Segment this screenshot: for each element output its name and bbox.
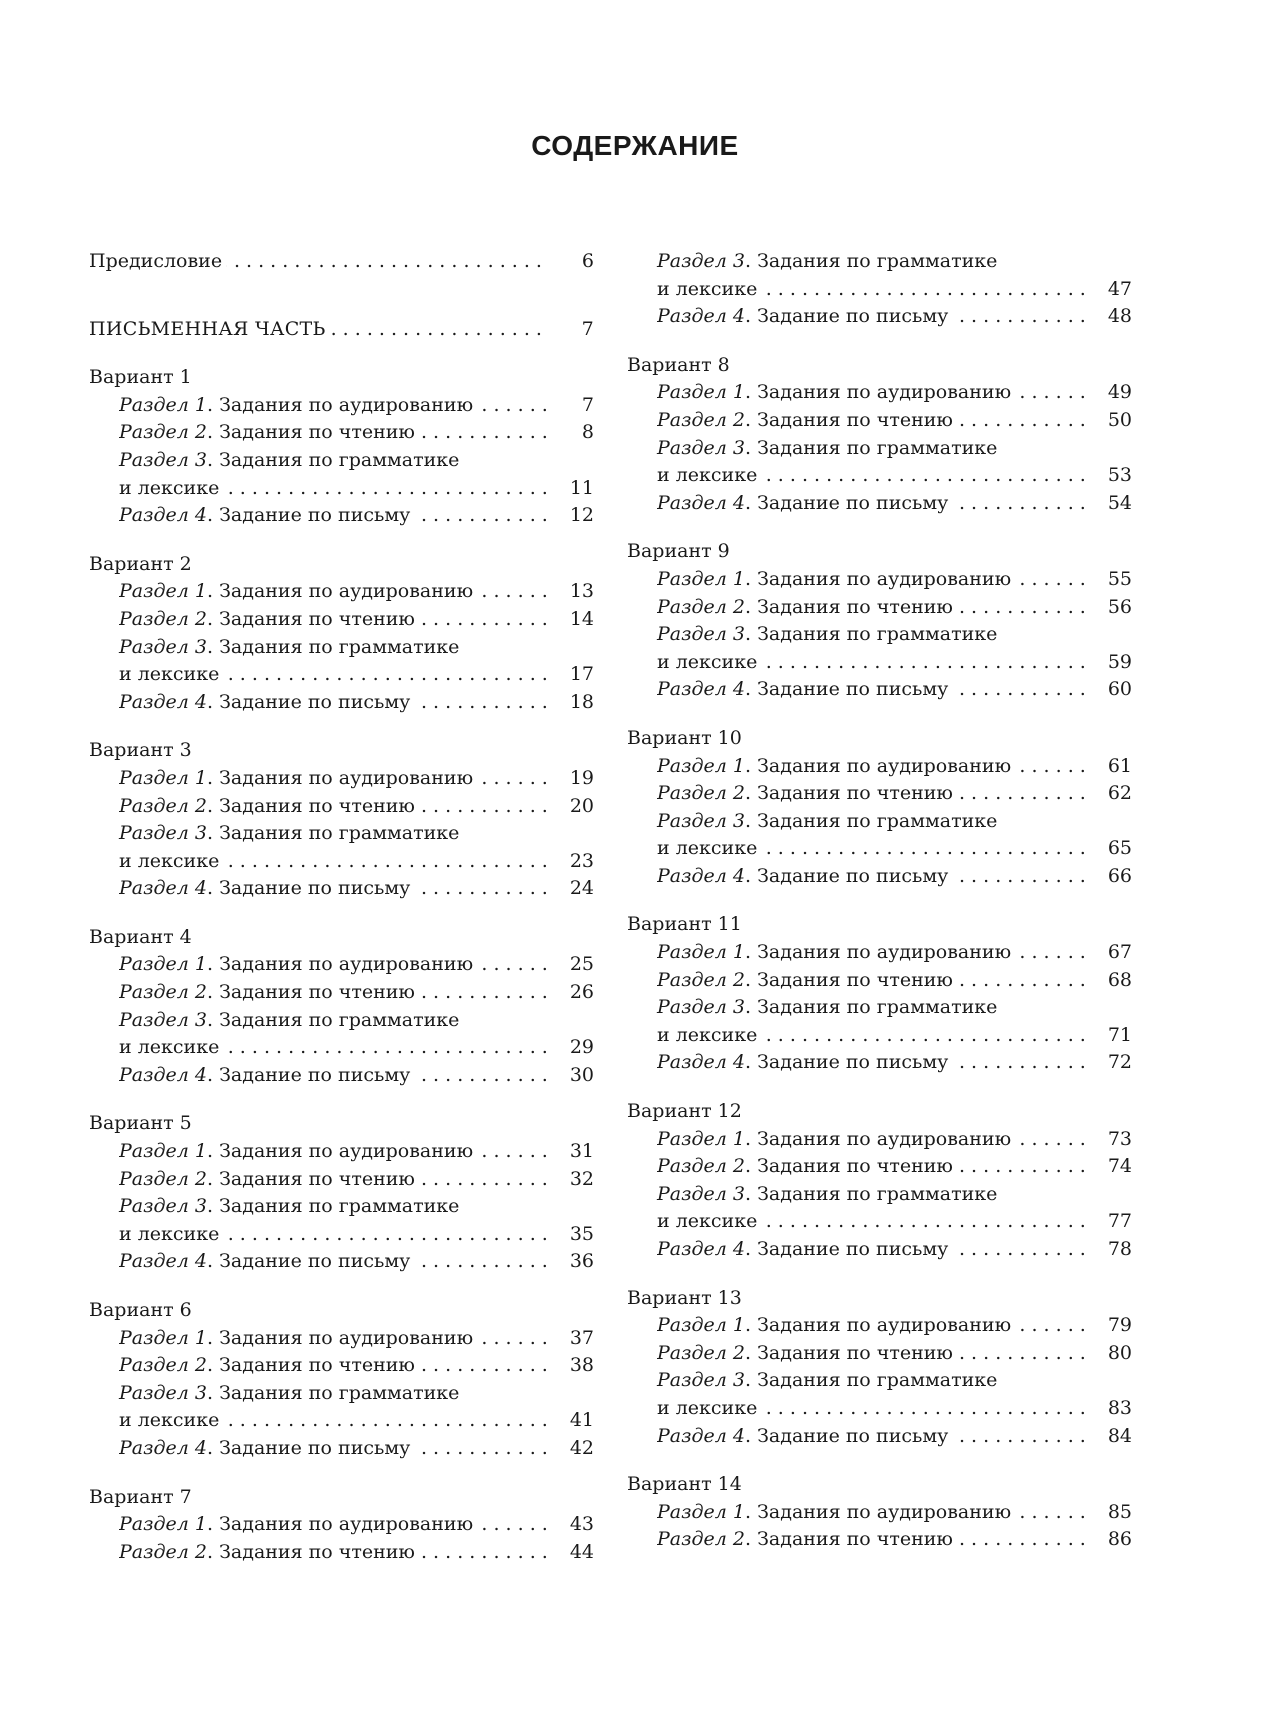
toc-page-number: 17 bbox=[548, 661, 594, 689]
toc-page-number: 80 bbox=[1086, 1340, 1132, 1368]
toc-page-number: 62 bbox=[1086, 780, 1132, 808]
toc-entry-section-2[interactable]: Раздел 2. Задания по чтению . . . 62 bbox=[627, 780, 1132, 808]
toc-page-number: 53 bbox=[1086, 462, 1132, 490]
toc-entry-section-2[interactable]: Раздел 2. Задания по чтению . . . 44 bbox=[89, 1539, 594, 1567]
toc-entry-section-3-cont[interactable]: и лексике . . . 11 bbox=[89, 475, 594, 503]
toc-page-number: 25 bbox=[548, 951, 594, 979]
toc-entry-section-1[interactable]: Раздел 1. Задания по аудированию . . . 31 bbox=[89, 1138, 594, 1166]
toc-entry-section-2[interactable]: Раздел 2. Задания по чтению . . . 20 bbox=[89, 793, 594, 821]
variant-heading: Вариант 10 bbox=[627, 726, 742, 749]
toc-page-number: 48 bbox=[1086, 303, 1132, 331]
toc-entry-section-3[interactable]: Раздел 3. Задания по грамматике bbox=[657, 436, 998, 459]
toc-page-number: 8 bbox=[548, 419, 594, 447]
toc-page-number: 50 bbox=[1086, 407, 1132, 435]
variant-heading: Вариант 2 bbox=[89, 552, 192, 575]
variant-heading: Вариант 7 bbox=[89, 1485, 192, 1508]
toc-page-number: 84 bbox=[1086, 1423, 1132, 1451]
toc-page-number: 30 bbox=[548, 1062, 594, 1090]
toc-page-number: 12 bbox=[548, 502, 594, 530]
toc-entry-section-1[interactable]: Раздел 1. Задания по аудированию . . . 73 bbox=[627, 1126, 1132, 1154]
toc-entry-section-3[interactable]: Раздел 3. Задания по грамматике bbox=[119, 448, 460, 471]
toc-page-number: 7 bbox=[548, 316, 594, 344]
toc-entry-section-3-cont[interactable]: и лексике . . . 83 bbox=[627, 1395, 1132, 1423]
toc-entry-section-1[interactable]: Раздел 1. Задания по аудированию . . . 85 bbox=[627, 1499, 1132, 1527]
toc-entry-section-3[interactable]: Раздел 3. Задания по грамматике bbox=[119, 635, 460, 658]
page-title: СОДЕРЖАНИЕ bbox=[531, 130, 739, 161]
toc-page-number: 71 bbox=[1086, 1022, 1132, 1050]
variant-heading: Вариант 13 bbox=[627, 1286, 742, 1309]
toc-page-number: 72 bbox=[1086, 1049, 1132, 1077]
toc-page-number: 54 bbox=[1086, 490, 1132, 518]
toc-entry-written-part[interactable] bbox=[89, 316, 594, 344]
toc-entry-section-3-cont[interactable]: и лексике . . . 53 bbox=[627, 462, 1132, 490]
toc-entry-section-4[interactable]: Раздел 4. Задание по письму . . . 24 bbox=[89, 875, 594, 903]
toc-entry-section-2[interactable]: Раздел 2. Задания по чтению . . . 8 bbox=[89, 419, 594, 447]
toc-entry-section-4[interactable]: Раздел 4. Задание по письму . . . 60 bbox=[627, 676, 1132, 704]
toc-entry-section-3-cont[interactable]: и лексике . . . 23 bbox=[89, 848, 594, 876]
variant-heading: Вариант 3 bbox=[89, 739, 192, 762]
toc-page-number: 24 bbox=[548, 875, 594, 903]
toc-page-number: 18 bbox=[548, 689, 594, 717]
toc-entry-section-1[interactable]: Раздел 1. Задания по аудированию . . . 43 bbox=[89, 1511, 594, 1539]
toc-entry-section-3[interactable]: Раздел 3. Задания по грамматике bbox=[657, 623, 998, 646]
toc-page-number: 41 bbox=[548, 1407, 594, 1435]
variant-heading: Вариант 5 bbox=[89, 1112, 192, 1135]
toc-entry-section-1[interactable]: Раздел 1. Задания по аудированию . . . 55 bbox=[627, 566, 1132, 594]
toc-page-number: 85 bbox=[1086, 1499, 1132, 1527]
toc-page-number: 13 bbox=[548, 578, 594, 606]
toc-page-number: 37 bbox=[548, 1325, 594, 1353]
variant-heading: Вариант 12 bbox=[627, 1100, 742, 1123]
toc-entry-section-2[interactable]: Раздел 2. Задания по чтению . . . 74 bbox=[627, 1153, 1132, 1181]
toc-page-number: 6 bbox=[548, 248, 594, 276]
toc-entry-section-1[interactable]: Раздел 1. Задания по аудированию . . . 49 bbox=[627, 379, 1132, 407]
toc-entry-section-3-cont[interactable]: и лексике . . . 41 bbox=[89, 1407, 594, 1435]
toc-entry-section-3[interactable]: Раздел 3. Задания по грамматике bbox=[119, 1195, 460, 1218]
toc-entry-section-4[interactable]: Раздел 4. Задание по письму . . . 18 bbox=[89, 689, 594, 717]
toc-entry-section-1[interactable]: Раздел 1. Задания по аудированию . . . 19 bbox=[89, 765, 594, 793]
toc-entry-section-4[interactable]: Раздел 4. Задание по письму . . . 66 bbox=[627, 863, 1132, 891]
toc-entry-section-4[interactable]: Раздел 4. Задание по письму . . . 72 bbox=[627, 1049, 1132, 1077]
toc-page-number: 11 bbox=[548, 475, 594, 503]
variant-heading: Вариант 6 bbox=[89, 1299, 192, 1321]
toc-page-number: 60 bbox=[1086, 676, 1132, 704]
toc-entry-section-3[interactable]: Раздел 3. Задания по грамматике bbox=[657, 809, 998, 832]
variant-heading: Вариант 9 bbox=[627, 540, 730, 563]
toc-page-number: 59 bbox=[1086, 649, 1132, 677]
toc-page-number: 44 bbox=[548, 1539, 594, 1567]
toc-entry-section-1[interactable]: Раздел 1. Задания по аудированию . . . 13 bbox=[89, 578, 594, 606]
toc-entry-section-1[interactable]: Раздел 1. Задания по аудированию . . . 67 bbox=[627, 939, 1132, 967]
variant-heading: Вариант 14 bbox=[627, 1473, 742, 1496]
toc-entry-section-4[interactable]: Раздел 4. Задание по письму . . . 42 bbox=[89, 1435, 594, 1463]
toc-page-number: 20 bbox=[548, 793, 594, 821]
toc-page-number: 77 bbox=[1086, 1208, 1132, 1236]
toc-page-number: 78 bbox=[1086, 1236, 1132, 1264]
toc-page-number: 73 bbox=[1086, 1126, 1132, 1154]
toc-entry-section-1[interactable]: Раздел 1. Задания по аудированию . . . 61 bbox=[627, 753, 1132, 781]
toc-entry-section-2[interactable]: Раздел 2. Задания по чтению . . . 56 bbox=[627, 594, 1132, 622]
toc-page-number: 67 bbox=[1086, 939, 1132, 967]
toc-entry-section-3-cont[interactable]: и лексике . . . 59 bbox=[627, 649, 1132, 677]
toc-entry-section-4[interactable]: Раздел 4. Задание по письму . . . 12 bbox=[89, 502, 594, 530]
toc-page-number: 43 bbox=[548, 1511, 594, 1539]
toc-entry-section-4[interactable]: Раздел 4. Задание по письму . . . 36 bbox=[89, 1248, 594, 1276]
variant-heading: Вариант 4 bbox=[89, 925, 192, 948]
toc-entry-section-3[interactable]: Раздел 3. Задания по грамматике bbox=[119, 1381, 460, 1404]
toc-entry-section-2[interactable]: Раздел 2. Задания по чтению . . . 14 bbox=[89, 606, 594, 634]
toc-entry-label: Предисловие bbox=[89, 250, 226, 272]
toc-page-number: 49 bbox=[1086, 379, 1132, 407]
toc-entry-section-3[interactable]: Раздел 3. Задания по грамматике bbox=[657, 1182, 998, 1205]
toc-entry-section-1[interactable]: Раздел 1. Задания по аудированию . . . 79 bbox=[627, 1312, 1132, 1340]
toc-page-number: 61 bbox=[1086, 753, 1132, 781]
toc-entry-section-3[interactable]: Раздел 3. Задания по грамматике bbox=[657, 1369, 998, 1392]
toc-page-number: 66 bbox=[1086, 863, 1132, 891]
toc-page-number: 7 bbox=[548, 392, 594, 420]
toc-left-column bbox=[89, 248, 594, 1566]
toc-page-number: 36 bbox=[548, 1248, 594, 1276]
toc-entry-section-3-cont[interactable]: и лексике . . . 35 bbox=[89, 1221, 594, 1249]
toc-entry-section-2[interactable]: Раздел 2. Задания по чтению . . . 38 bbox=[89, 1352, 594, 1380]
toc-page-number: 86 bbox=[1086, 1526, 1132, 1554]
variant-heading: Вариант 1 bbox=[89, 366, 192, 389]
toc-page-number: 56 bbox=[1086, 594, 1132, 622]
toc-page-number: 26 bbox=[548, 979, 594, 1007]
variant-heading: Вариант 8 bbox=[627, 353, 730, 376]
toc-entry-section-3-cont[interactable]: и лексике . . . 71 bbox=[627, 1022, 1132, 1050]
toc-entry-section-3-cont[interactable]: и лексике . . . 17 bbox=[89, 661, 594, 689]
toc-entry-section-4[interactable]: Раздел 4. Задание по письму . . . 54 bbox=[627, 490, 1132, 518]
toc-entry-section-2[interactable]: Раздел 2. Задания по чтению . . . 80 bbox=[627, 1340, 1132, 1368]
toc-entry-section-1[interactable]: Раздел 1. Задания по аудированию . . . 7 bbox=[89, 392, 594, 420]
toc-entry-section-2[interactable]: Раздел 2. Задания по чтению . . . 32 bbox=[89, 1166, 594, 1194]
toc-entry-section-3[interactable]: Раздел 3. Задания по грамматике bbox=[119, 1008, 460, 1031]
toc-entry-section-4[interactable]: Раздел 4. Задание по письму . . . 78 bbox=[627, 1236, 1132, 1264]
toc-page-number: 14 bbox=[548, 606, 594, 634]
toc-entry-section-2[interactable]: Раздел 2. Задания по чтению . . . 68 bbox=[627, 967, 1132, 995]
toc-entry-section-2[interactable]: Раздел 2. Задания по чтению . . . 26 bbox=[89, 979, 594, 1007]
toc-entry-section-2[interactable]: Раздел 2. Задания по чтению . . . 50 bbox=[627, 407, 1132, 435]
toc-entry-section-3[interactable]: Раздел 3. Задания по грамматике bbox=[119, 822, 460, 845]
toc-entry-section-4[interactable]: Раздел 4. Задание по письму . . . 48 bbox=[627, 303, 1132, 331]
toc-page-number: 47 bbox=[1086, 276, 1132, 304]
toc-page-number: 19 bbox=[548, 765, 594, 793]
toc-entry-section-1[interactable]: Раздел 1. Задания по аудированию . . . 37 bbox=[89, 1325, 594, 1353]
toc-page-number: 65 bbox=[1086, 835, 1132, 863]
toc-entry-section-3-cont[interactable]: и лексике . . . 77 bbox=[627, 1208, 1132, 1236]
toc-page-number: 31 bbox=[548, 1138, 594, 1166]
toc-entry-section-3[interactable]: Раздел 3. Задания по грамматике bbox=[657, 250, 998, 272]
toc-page-number: 29 bbox=[548, 1034, 594, 1062]
toc-entry-section-3-cont[interactable]: и лексике . . . 29 bbox=[89, 1034, 594, 1062]
variant-heading: Вариант 11 bbox=[627, 913, 742, 936]
toc-page-number: 79 bbox=[1086, 1312, 1132, 1340]
toc-page-number: 32 bbox=[548, 1166, 594, 1194]
toc-page-number: 35 bbox=[548, 1221, 594, 1249]
toc-page-number: 83 bbox=[1086, 1395, 1132, 1423]
toc-page-number: 68 bbox=[1086, 967, 1132, 995]
toc-page-number: 23 bbox=[548, 848, 594, 876]
toc-entry-section-2[interactable]: Раздел 2. Задания по чтению . . . 86 bbox=[627, 1526, 1132, 1554]
toc-entry-section-1[interactable]: Раздел 1. Задания по аудированию . . . 25 bbox=[89, 951, 594, 979]
toc-right-column bbox=[627, 248, 1132, 1554]
toc-page-number: 42 bbox=[548, 1435, 594, 1463]
toc-entry-preface[interactable] bbox=[89, 248, 594, 276]
toc-entry-section-4[interactable]: Раздел 4. Задание по письму . . . 84 bbox=[627, 1423, 1132, 1451]
toc-entry-section-3-cont[interactable]: и лексике . . . 47 bbox=[627, 276, 1132, 304]
toc-entry-label: ПИСЬМЕННАЯ ЧАСТЬ bbox=[89, 318, 330, 340]
toc-entry-section-3[interactable]: Раздел 3. Задания по грамматике bbox=[657, 996, 998, 1019]
toc-page-number: 38 bbox=[548, 1352, 594, 1380]
toc-entry-section-3-cont[interactable]: и лексике . . . 65 bbox=[627, 835, 1132, 863]
toc-page-number: 74 bbox=[1086, 1153, 1132, 1181]
toc-entry-section-4[interactable]: Раздел 4. Задание по письму . . . 30 bbox=[89, 1062, 594, 1090]
toc-page-number: 55 bbox=[1086, 566, 1132, 594]
